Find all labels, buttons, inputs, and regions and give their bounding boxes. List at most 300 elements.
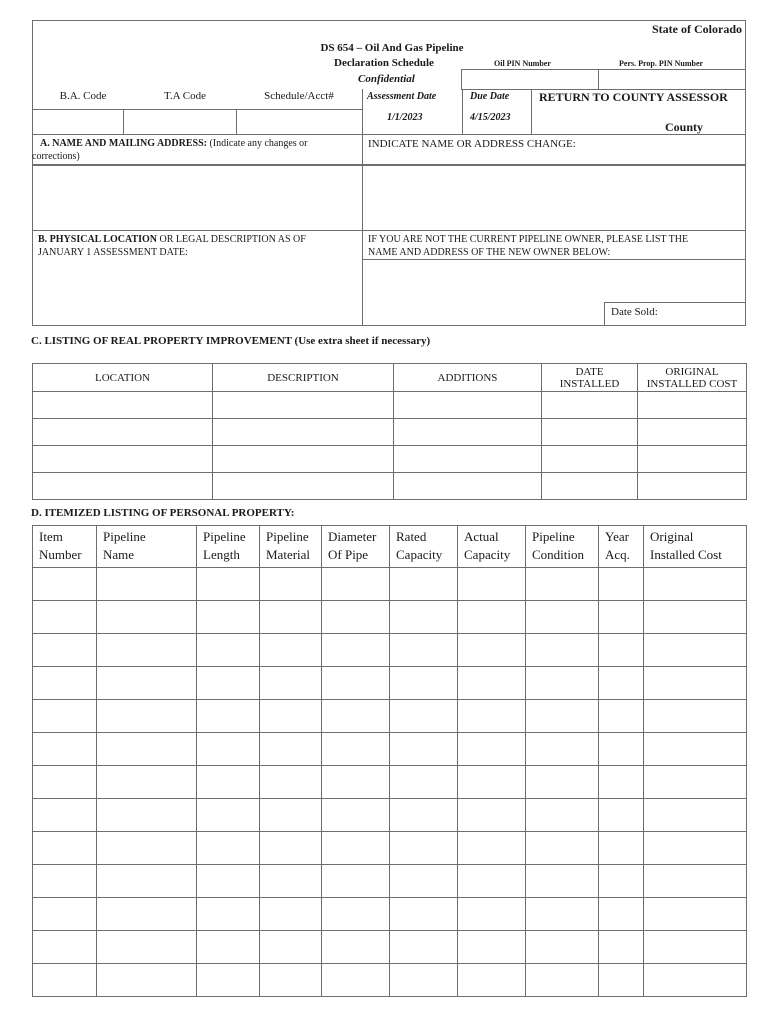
personal-property-cell-input[interactable] [197,601,259,633]
personal-property-cell-input[interactable] [644,733,746,765]
real-property-cell [542,419,638,446]
personal-property-cell [390,964,458,997]
date-sold-input[interactable] [665,303,745,325]
personal-property-cell-input[interactable] [458,733,525,765]
real-property-col-header-line1: ADDITIONS [437,371,498,384]
personal-property-cell [526,865,599,898]
real-property-cell-input[interactable] [542,419,637,445]
section-b-top [32,230,746,231]
real-property-cell-input[interactable] [542,473,637,499]
personal-property-cell-input[interactable] [97,898,196,930]
personal-property-cell [644,799,747,832]
personal-property-cell [260,733,322,766]
personal-property-cell-input[interactable] [644,667,746,699]
personal-property-cell-input[interactable] [197,964,259,996]
personal-property-cell-input[interactable] [458,865,525,897]
personal-property-cell-input[interactable] [260,667,321,699]
personal-property-cell-input[interactable] [526,799,598,831]
real-property-cell [542,473,638,500]
personal-property-row [33,799,747,832]
personal-property-cell-input[interactable] [599,568,643,600]
personal-property-cell [97,865,197,898]
real-property-cell-input[interactable] [638,446,746,472]
personal-property-col-header [322,526,390,568]
personal-property-cell-input[interactable] [644,799,746,831]
personal-property-cell-input[interactable] [458,964,525,996]
personal-property-cell-input[interactable] [390,931,457,963]
date-sold-label: Date Sold: [611,306,658,318]
real-property-cell [394,446,542,473]
personal-property-cell [599,799,644,832]
personal-property-cell-input[interactable] [260,733,321,765]
personal-property-cell-input[interactable] [322,964,389,996]
personal-property-cell-input[interactable] [260,568,321,600]
personal-property-col-header-line1: Pipeline [532,529,575,544]
personal-property-cell-input[interactable] [33,931,96,963]
personal-property-cell [197,766,260,799]
personal-property-cell [644,601,747,634]
personal-property-cell [644,898,747,931]
new-owner-instructions [368,233,688,259]
personal-property-cell [458,667,526,700]
personal-property-cell [390,568,458,601]
header-divider-bottom [32,134,746,135]
personal-property-cell-input[interactable] [260,601,321,633]
personal-property-cell [197,568,260,601]
personal-property-cell [526,931,599,964]
personal-property-cell-input[interactable] [260,766,321,798]
personal-property-cell [197,667,260,700]
personal-property-cell [260,667,322,700]
real-property-cell-input[interactable] [213,473,393,499]
personal-property-cell [197,634,260,667]
personal-property-cell [33,667,97,700]
personal-property-cell-input[interactable] [197,634,259,666]
form-subtitle: Declaration Schedule [334,57,434,69]
ba-code-label: B.A. Code [59,90,107,102]
personal-property-cell-input[interactable] [526,898,598,930]
personal-property-col-header [260,526,322,568]
name-address-change-input[interactable] [363,166,745,229]
personal-property-cell-input[interactable] [390,700,457,732]
section-b-title: B. PHYSICAL LOCATION [38,234,158,245]
personal-property-cell [197,601,260,634]
personal-property-row [33,700,747,733]
form-title: DS 654 – Oil And Gas Pipeline [320,42,464,54]
personal-property-header-row [33,526,747,568]
real-property-cell-input[interactable] [394,473,541,499]
personal-property-cell-input[interactable] [390,601,457,633]
personal-property-cell [33,964,97,997]
personal-property-cell-input[interactable] [599,601,643,633]
personal-property-cell-input[interactable] [97,601,196,633]
personal-property-col-header-line2: Installed Cost [650,547,722,562]
personal-property-cell-input[interactable] [260,964,321,996]
personal-property-cell-input[interactable] [197,667,259,699]
personal-property-cell [390,931,458,964]
personal-property-cell-input[interactable] [526,601,598,633]
real-property-cell-input[interactable] [33,446,212,472]
personal-property-cell-input[interactable] [644,700,746,732]
personal-property-cell-input[interactable] [322,601,389,633]
state-label: State of Colorado [652,22,742,36]
personal-property-col-header-line2: Of Pipe [328,547,369,562]
personal-property-row [33,667,747,700]
real-property-cell-input[interactable] [542,392,637,418]
personal-property-cell-input[interactable] [97,832,196,864]
personal-property-cell [97,964,197,997]
personal-property-cell [526,634,599,667]
personal-property-row [33,601,747,634]
personal-property-cell-input[interactable] [260,700,321,732]
personal-property-cell-input[interactable] [458,898,525,930]
personal-property-col-header-line1: Year [605,529,629,544]
real-property-cell [542,446,638,473]
personal-property-cell [390,601,458,634]
personal-property-cell-input[interactable] [599,667,643,699]
personal-property-cell-input[interactable] [260,832,321,864]
real-property-cell-input[interactable] [33,419,212,445]
personal-property-cell [322,700,390,733]
personal-property-cell-input[interactable] [197,766,259,798]
personal-property-cell [260,634,322,667]
personal-property-cell [97,832,197,865]
personal-property-cell-input[interactable] [322,832,389,864]
real-property-header-row [33,364,747,392]
personal-property-cell-input[interactable] [33,568,96,600]
personal-property-cell [260,931,322,964]
new-owner-line1: IF YOU ARE NOT THE CURRENT PIPELINE OWNER, PLEASE LIST THE [368,234,689,245]
real-property-cell-input[interactable] [394,392,541,418]
pers-prop-pin-input[interactable] [599,70,745,88]
personal-property-cell-input[interactable] [458,667,525,699]
personal-property-cell-input[interactable] [260,865,321,897]
personal-property-cell [458,865,526,898]
personal-property-cell [322,733,390,766]
personal-property-cell [260,964,322,997]
personal-property-cell-input[interactable] [97,700,196,732]
personal-property-cell-input[interactable] [260,898,321,930]
physical-location-input[interactable] [33,260,361,325]
real-property-cell-input[interactable] [213,392,393,418]
personal-property-cell [260,766,322,799]
personal-property-col-header [33,526,97,568]
real-property-col-header [394,364,542,392]
personal-property-cell [599,931,644,964]
personal-property-cell-input[interactable] [97,964,196,996]
personal-property-cell-input[interactable] [599,733,643,765]
personal-property-cell-input[interactable] [390,799,457,831]
personal-property-cell-input[interactable] [390,667,457,699]
personal-property-cell [322,634,390,667]
personal-property-cell-input[interactable] [197,733,259,765]
personal-property-cell-input[interactable] [322,799,389,831]
personal-property-cell-input[interactable] [197,931,259,963]
personal-property-cell [390,832,458,865]
schedule-input[interactable] [237,110,361,133]
personal-property-cell-input[interactable] [33,733,96,765]
personal-property-cell [390,766,458,799]
section-d-title: D. ITEMIZED LISTING OF PERSONAL PROPERTY: [31,507,295,519]
personal-property-cell-input[interactable] [526,634,598,666]
personal-property-cell-input[interactable] [97,634,196,666]
real-property-cell-input[interactable] [542,446,637,472]
personal-property-cell [197,832,260,865]
personal-property-cell-input[interactable] [458,568,525,600]
personal-property-cell-input[interactable] [599,931,643,963]
real-property-cell-input[interactable] [638,419,746,445]
personal-property-row [33,898,747,931]
personal-property-cell-input[interactable] [458,931,525,963]
real-property-cell [33,473,213,500]
real-property-cell-input[interactable] [33,473,212,499]
personal-property-cell-input[interactable] [33,634,96,666]
personal-property-cell-input[interactable] [526,832,598,864]
personal-property-cell-input[interactable] [197,865,259,897]
personal-property-cell-input[interactable] [458,700,525,732]
county-label: County [665,120,704,134]
personal-property-cell-input[interactable] [33,700,96,732]
personal-property-cell-input[interactable] [599,700,643,732]
personal-property-cell-input[interactable] [644,964,746,996]
personal-property-cell-input[interactable] [33,832,96,864]
personal-property-cell-input[interactable] [97,931,196,963]
due-date-label: Due Date [470,91,510,102]
real-property-row [33,392,747,419]
real-property-cell-input[interactable] [394,446,541,472]
personal-property-cell-input[interactable] [322,700,389,732]
personal-property-col-header-line1: Pipeline [103,529,146,544]
real-property-col-header [542,364,638,392]
real-property-cell [394,392,542,419]
mailing-address-input[interactable] [33,166,361,229]
personal-property-col-header-line2: Number [39,547,82,562]
personal-property-cell-input[interactable] [322,931,389,963]
personal-property-cell [322,865,390,898]
personal-property-cell [644,766,747,799]
personal-property-cell-input[interactable] [260,634,321,666]
personal-property-cell [526,700,599,733]
personal-property-cell-input[interactable] [644,601,746,633]
personal-property-cell-input[interactable] [599,832,643,864]
personal-property-cell [599,733,644,766]
personal-property-cell-input[interactable] [390,568,457,600]
personal-property-col-header-line1: Pipeline [203,529,246,544]
personal-property-row [33,931,747,964]
personal-property-row [33,733,747,766]
personal-property-cell-input[interactable] [458,766,525,798]
real-property-col-header-line1: ORIGINAL [665,365,719,378]
personal-property-cell-input[interactable] [458,634,525,666]
personal-property-cell-input[interactable] [197,898,259,930]
personal-property-cell [322,898,390,931]
personal-property-cell-input[interactable] [97,733,196,765]
section-a-title: A. NAME AND MAILING ADDRESS: [40,138,207,149]
personal-property-cell-input[interactable] [644,832,746,864]
personal-property-cell-input[interactable] [644,568,746,600]
oil-pin-input[interactable] [462,70,597,88]
personal-property-cell-input[interactable] [644,865,746,897]
personal-property-cell [33,799,97,832]
personal-property-cell-input[interactable] [599,634,643,666]
personal-property-cell [644,931,747,964]
personal-property-cell-input[interactable] [390,964,457,996]
personal-property-cell [33,865,97,898]
personal-property-cell-input[interactable] [599,964,643,996]
personal-property-cell-input[interactable] [97,667,196,699]
personal-property-cell-input[interactable] [526,700,598,732]
personal-property-cell [197,733,260,766]
personal-property-cell-input[interactable] [644,898,746,930]
personal-property-cell-input[interactable] [390,766,457,798]
real-property-cell-input[interactable] [213,419,393,445]
personal-property-cell-input[interactable] [97,568,196,600]
real-property-cell-input[interactable] [638,473,746,499]
personal-property-cell-input[interactable] [260,931,321,963]
personal-property-col-header [390,526,458,568]
ta-code-label: T.A Code [164,90,206,102]
personal-property-cell-input[interactable] [599,865,643,897]
personal-property-cell-input[interactable] [33,964,96,996]
real-property-cell [213,446,394,473]
personal-property-cell-input[interactable] [526,931,598,963]
ba-code-input[interactable] [33,110,122,133]
personal-property-cell-input[interactable] [644,766,746,798]
personal-property-cell-input[interactable] [197,568,259,600]
real-property-cell-input[interactable] [33,392,212,418]
personal-property-cell [97,568,197,601]
personal-property-cell-input[interactable] [390,634,457,666]
assessment-date-label: Assessment Date [367,91,437,102]
real-property-cell [33,446,213,473]
personal-property-cell [97,700,197,733]
personal-property-cell [599,766,644,799]
personal-property-cell [197,700,260,733]
personal-property-cell-input[interactable] [390,898,457,930]
personal-property-cell-input[interactable] [97,766,196,798]
personal-property-cell [33,832,97,865]
due-date-left-border [462,89,463,134]
personal-property-cell-input[interactable] [526,568,598,600]
personal-property-row [33,865,747,898]
real-property-cell [638,446,747,473]
personal-property-cell-input[interactable] [197,700,259,732]
personal-property-cell-input[interactable] [458,832,525,864]
real-property-col-header [33,364,213,392]
schedule-label: Schedule/Acct# [264,90,334,102]
personal-property-cell-input[interactable] [33,601,96,633]
personal-property-cell-input[interactable] [97,865,196,897]
personal-property-cell-input[interactable] [644,634,746,666]
new-owner-input[interactable] [363,260,745,302]
personal-property-cell-input[interactable] [390,733,457,765]
personal-property-cell-input[interactable] [322,568,389,600]
codes-right-border [362,89,363,165]
personal-property-cell [197,931,260,964]
personal-property-col-header-line1: Pipeline [266,529,309,544]
personal-property-cell-input[interactable] [322,667,389,699]
ta-code-input[interactable] [124,110,235,133]
personal-property-cell-input[interactable] [33,898,96,930]
personal-property-cell-input[interactable] [33,799,96,831]
real-property-col-header [638,364,747,392]
personal-property-cell-input[interactable] [526,865,598,897]
personal-property-cell-input[interactable] [644,931,746,963]
real-property-table [32,363,747,500]
personal-property-cell-input[interactable] [599,766,643,798]
personal-property-cell-input[interactable] [33,766,96,798]
personal-property-cell [458,964,526,997]
personal-property-cell-input[interactable] [526,964,598,996]
personal-property-cell-input[interactable] [458,601,525,633]
personal-property-cell-input[interactable] [526,733,598,765]
real-property-cell-input[interactable] [394,419,541,445]
personal-property-cell-input[interactable] [33,865,96,897]
personal-property-cell-input[interactable] [599,898,643,930]
section-c-title: C. LISTING OF REAL PROPERTY IMPROVEMENT (Use extra sheet if necessary) [31,335,431,347]
real-property-row [33,419,747,446]
personal-property-cell [390,898,458,931]
personal-property-col-header [97,526,197,568]
real-property-cell [33,392,213,419]
personal-property-col-header-line2: Capacity [396,547,443,562]
personal-property-cell-input[interactable] [197,832,259,864]
personal-property-cell-input[interactable] [322,865,389,897]
real-property-cell-input[interactable] [213,446,393,472]
personal-property-cell-input[interactable] [599,799,643,831]
personal-property-cell-input[interactable] [526,667,598,699]
personal-property-cell-input[interactable] [322,733,389,765]
personal-property-cell [322,568,390,601]
personal-property-cell [322,931,390,964]
real-property-col-header-line2: INSTALLED [559,377,620,390]
personal-property-cell-input[interactable] [458,799,525,831]
personal-property-cell [458,634,526,667]
personal-property-col-header-line1: Diameter [328,529,377,544]
personal-property-cell [97,601,197,634]
personal-property-cell-input[interactable] [260,799,321,831]
personal-property-cell [33,634,97,667]
return-left-border [531,89,532,134]
personal-property-cell [644,667,747,700]
personal-property-cell [33,931,97,964]
personal-property-cell [197,964,260,997]
real-property-row [33,446,747,473]
personal-property-cell-input[interactable] [390,865,457,897]
real-property-col-header-line2: INSTALLED COST [646,377,738,390]
real-property-cell [213,392,394,419]
personal-property-cell [390,865,458,898]
personal-property-row [33,634,747,667]
personal-property-cell-input[interactable] [322,634,389,666]
personal-property-cell-input[interactable] [322,766,389,798]
personal-property-cell-input[interactable] [322,898,389,930]
personal-property-cell-input[interactable] [33,667,96,699]
real-property-cell-input[interactable] [638,392,746,418]
personal-property-cell-input[interactable] [197,799,259,831]
personal-property-cell [97,667,197,700]
personal-property-cell-input[interactable] [526,766,598,798]
real-property-cell [638,392,747,419]
personal-property-cell-input[interactable] [97,799,196,831]
personal-property-cell [458,568,526,601]
personal-property-row [33,832,747,865]
personal-property-col-header-line1: Item [39,529,63,544]
personal-property-cell-input[interactable] [390,832,457,864]
personal-property-cell [458,931,526,964]
pers-prop-pin-label: Pers. Prop. PIN Number [619,59,704,68]
personal-property-cell [458,799,526,832]
